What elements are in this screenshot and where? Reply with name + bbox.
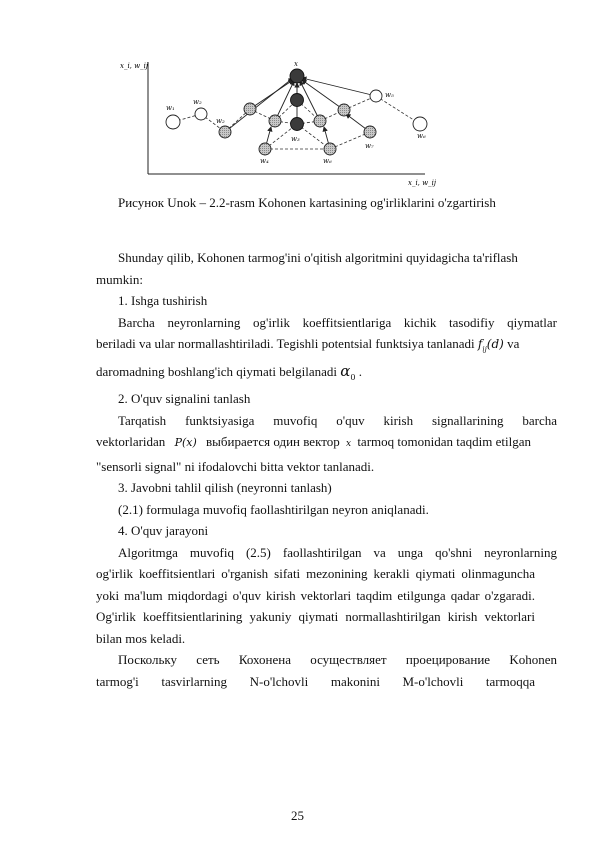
kohonen-diagram: [110, 52, 440, 192]
label-w5: w₅: [385, 91, 394, 99]
label-w6-right: w₆: [417, 132, 426, 140]
neuron-w2-new: [219, 126, 231, 138]
paragraph-2-line-3-end: .: [358, 363, 362, 379]
paragraph-1-line-2: mumkin:: [96, 271, 143, 287]
neuron-updated-d: [338, 104, 350, 116]
formula-x: x: [345, 439, 352, 450]
paragraph-3-line-2-text-c: tarmoq tomonidan taqdim etilgan: [357, 434, 531, 450]
formula-f: f: [477, 337, 483, 351]
paragraph-5-line-4: Og'irlik koeffitsientlarining yakuniy qiymati normallashtirilgan kirish vektorlari: [96, 609, 535, 625]
step-1-heading: 1. Ishga tushirish: [118, 293, 208, 308]
formula-f-ij-d: [477, 337, 504, 354]
step-2-heading: 2. O'quv signalini tanlash: [118, 391, 251, 407]
paragraph-5-line-1: Algoritmga muvofiq (2.5) faollashtirilgan va unga qo'shni neyronlarning: [118, 544, 557, 560]
neuron-updated-b: [269, 115, 281, 127]
label-w1: w₁: [166, 104, 175, 112]
neuron-w2-old: [195, 108, 207, 120]
formula-f-argument: (d): [486, 337, 504, 351]
paragraph-2-line-2: [96, 333, 557, 361]
y-axis-label: x_i, w_ij: [120, 62, 149, 70]
neuron-winner-moved: [291, 94, 304, 107]
neuron-updated-a: [244, 103, 256, 115]
figure-caption: Рисунок Unok – 2.2-rasm Kohonen kartasining og'irliklarini o'zgartirish: [118, 195, 496, 210]
label-w2-new: w₂: [216, 117, 225, 125]
step-3-heading: 3. Javobni tahlil qilish (neyronni tanlash): [118, 480, 332, 496]
input-vector-x: [290, 69, 304, 83]
body-text: [96, 247, 557, 692]
neuron-w6-right: [413, 117, 427, 131]
paragraph-3-line-2-text-a: vektorlaridan: [96, 434, 166, 450]
formula-p-x: P(x): [174, 436, 197, 450]
kohonen-map-figure: [110, 52, 440, 192]
neuron-updated-c: [314, 115, 326, 127]
paragraph-2-line-2-text: beriladi va ular normallashtiriladi. Tegishli potentsial funktsiya tanlanadi: [96, 336, 475, 351]
x-axis-label: x_i, w_ij: [408, 179, 437, 187]
neuron-w3-winner: [291, 118, 304, 131]
paragraph-2-line-1: Barcha neyronlarning og'irlik koeffitsientlariga kichik tasodifiy qiymatlar: [118, 314, 557, 330]
paragraph-6-line-1: Поскольку сеть Кохонена осуществляет проецирование Kohonen: [118, 652, 557, 668]
formula-f-subscript: ij: [482, 345, 487, 354]
paragraph-3-line-2: [96, 431, 557, 456]
label-x: x: [294, 60, 298, 68]
neuron-w4: [259, 143, 271, 155]
paragraph-5-line-5: bilan mos keladi.: [96, 630, 186, 646]
paragraph-5-line-3: yoki ma'lum miqdordagi o'quv kirish vektorlari taqdim etilgunga qadar o'zgaradi.: [96, 587, 535, 603]
neuron-w1: [166, 115, 180, 129]
paragraph-4: (2.1) formulaga muvofiq faollashtirilgan neyron aniqlanadi.: [118, 501, 429, 517]
paragraph-3-line-1: Tarqatish funktsiyasiga muvofiq o'quv kirish signallarining barcha: [118, 412, 557, 428]
step-4-heading: 4. O'quv jarayoni: [118, 523, 209, 539]
paragraph-5-line-2: og'irlik koeffitsientlari o'rganish sifati mezonining kerakli qiymati olinmaguncha: [96, 566, 535, 582]
paragraph-6-line-2: tarmog'i tasvirlarning N-o'lchovli makonini M-o'lchovli tarmoqqa: [96, 673, 535, 689]
paragraph-2-line-2-end: va: [507, 336, 520, 351]
neuron-w5: [370, 90, 382, 102]
neuron-w6: [324, 143, 336, 155]
label-w7: w₇: [365, 142, 374, 150]
paragraph-1-line-1: Shunday qilib, Kohonen tarmog'ini o'qitish algoritmini quyidagicha ta'riflash: [118, 250, 518, 265]
label-w4: w₄: [260, 157, 269, 165]
paragraph-3-line-3: "sensorli signal" ni ifodalovchi bitta vektor tanlanadi.: [96, 458, 375, 474]
label-w2-old: w₂: [193, 98, 202, 106]
formula-alpha-subscript: 0: [350, 372, 356, 382]
formula-alpha: α: [340, 361, 351, 380]
label-w6: w₆: [323, 157, 332, 165]
neuron-w7: [364, 126, 376, 138]
formula-alpha-0: [340, 362, 355, 380]
paragraph-2-line-3-text: daromadning boshlang'ich qiymati belgilanadi: [96, 363, 337, 379]
page-number: 25: [291, 808, 304, 823]
paragraph-2-line-3: [96, 361, 557, 389]
paragraph-3-line-2-text-b: выбирается один вектор: [206, 434, 340, 450]
label-w3: w₃: [291, 135, 300, 143]
